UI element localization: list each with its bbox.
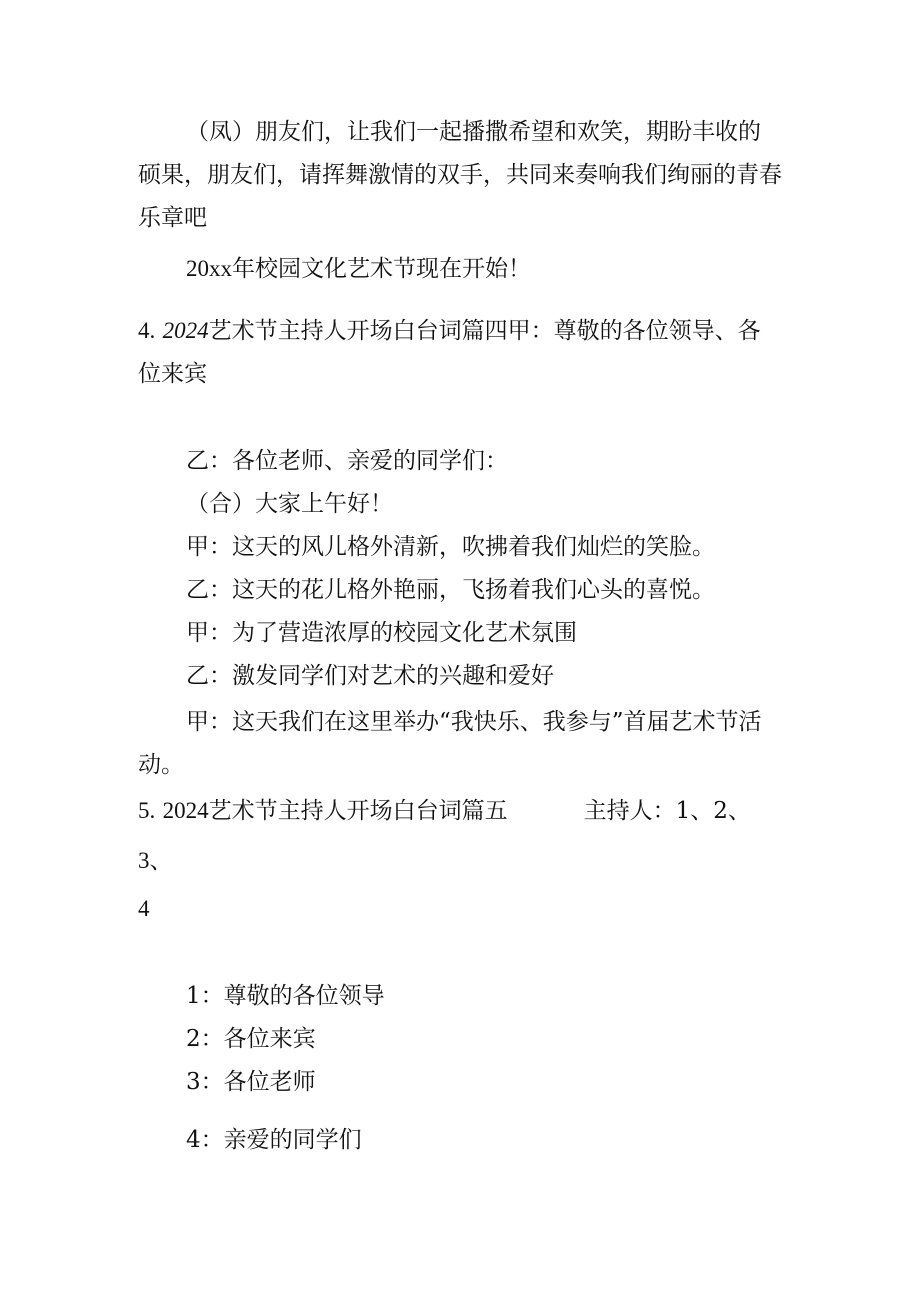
section-number: 4. [138,318,156,343]
dialog-line: 乙：激发同学们对艺术的兴趣和爱好 [186,663,554,689]
dialog-line: 甲：这天的风儿格外清新，吹拂着我们灿烂的笑脸。 [186,534,715,560]
section-5-heading [138,796,751,826]
hosts-label: 主持人：1、2、 [583,798,751,824]
opening-text: 年校园文化艺术节现在开始！ [232,256,531,282]
paragraph-line: 乐章吧 [138,205,207,231]
section-title: 艺术节主持人开场白台词篇四甲：尊敬的各位领导、各 [208,318,761,344]
dialog-line: 动。 [138,752,184,778]
greeting-line: 2：各位来宾 [186,1026,316,1052]
dialog-line: 乙：各位老师、亲爱的同学们： [186,448,508,474]
paragraph-line: （凤）朋友们，让我们一起播撒希望和欢笑，期盼丰收的 [186,119,761,145]
section-year: 2024 [162,318,209,343]
section-4-heading [138,316,761,346]
dialog-line: 甲：为了营造浓厚的校园文化艺术氛围 [186,620,577,646]
hosts-cont: 3、 [138,848,173,873]
greeting-line: 1：尊敬的各位领导 [186,983,385,1009]
dialog-line: （合）大家上午好！ [186,491,393,517]
section-year: 2024 [162,798,209,823]
greeting-line: 4：亲爱的同学们 [186,1127,362,1153]
year-text: 20xx [186,256,232,281]
section-number: 5. [138,798,156,823]
paragraph-line: 硕果，朋友们，请挥舞激情的双手，共同来奏响我们绚丽的青春 [138,162,782,188]
greeting-line: 3：各位老师 [186,1069,316,1095]
dialog-line: 甲：这天我们在这里举办“我快乐、我参与”首届艺术节活 [186,709,762,735]
section-4-heading-cont: 位来宾 [138,361,207,387]
dialog-line: 乙：这天的花儿格外艳丽，飞扬着我们心头的喜悦。 [186,577,715,603]
section-title: 艺术节主持人开场白台词篇五 [208,798,508,824]
hosts-cont: 4 [138,896,150,921]
opening-announcement [186,254,531,284]
